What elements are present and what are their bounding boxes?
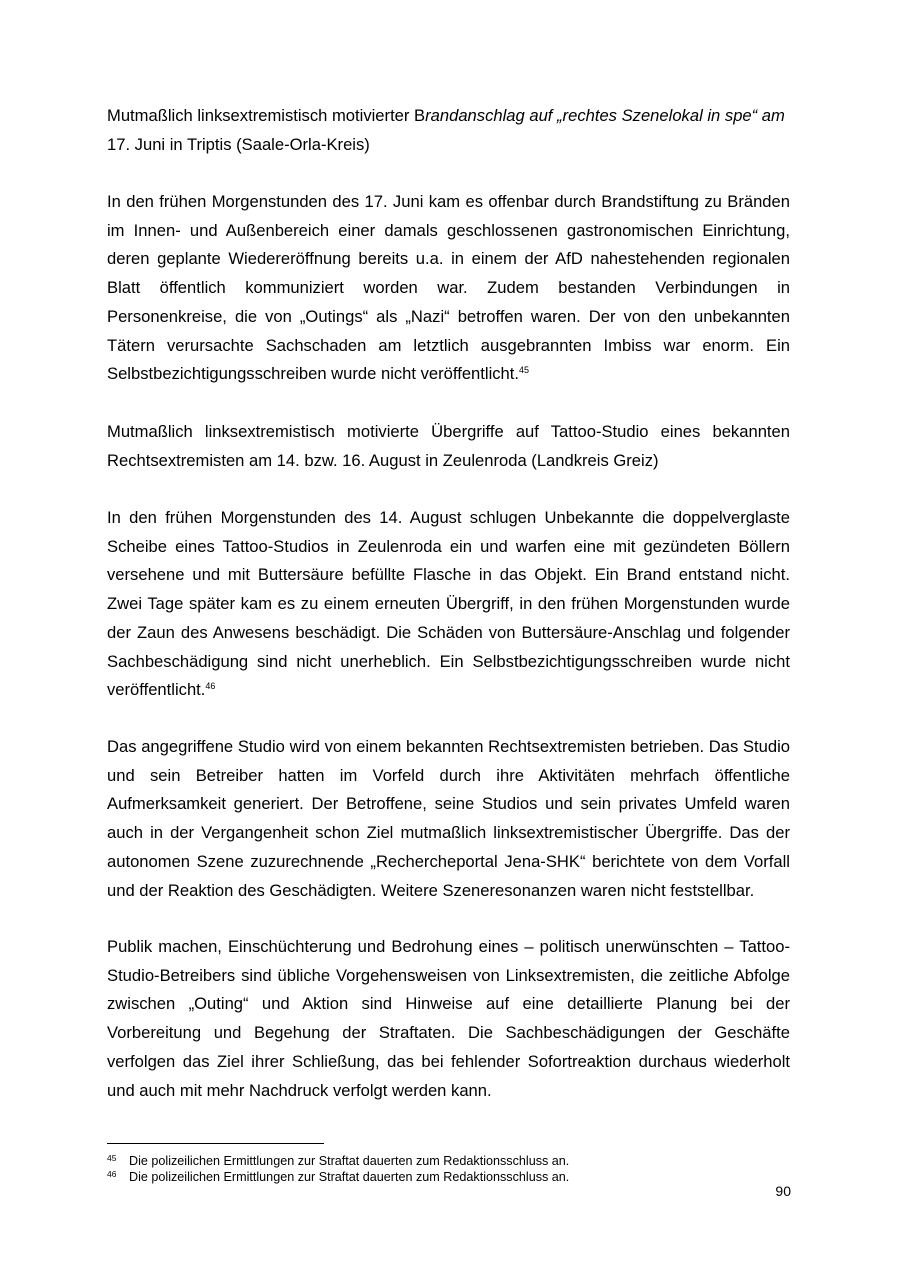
section-1-heading xyxy=(107,102,790,159)
section-1-body: In den frühen Morgenstunden des 17. Juni kam es offenbar durch Brandstiftung zu Bränden im Innen- und Außenbereich einer damals geschlossenen gastronomischen Einrichtung, deren geplante Wiedereröffnung bereits u.a. in einem der AfD nahestehenden regionalen Blatt öffentlich kommuniziert worden war. Zudem bestanden Verbindungen in Personenkreise, die von „Outings“ als „Nazi“ betroffen waren. Der von den unbekannten Tätern verursachte Sachschaden am letztlich ausgebrannten Imbiss war enorm. Ein Selbstbezichtigungsschreiben wurde nicht veröffentlicht. xyxy=(107,192,790,384)
footnote-ref-46: 46 xyxy=(205,681,216,692)
section-1-heading-start: Mutmaßlich linksextremistisch motivierter B xyxy=(107,106,426,125)
section-2-body: In den frühen Morgenstunden des 14. August schlugen Unbekannte die doppelverglaste Scheibe eines Tattoo-Studios in Zeulenroda ein und warfen eine mit gezündeten Böllern versehene und mit Buttersäure befüllte Flasche in das Objekt. Ein Brand entstand nicht. Zwei Tage später kam es zu einem erneuten Übergriff, in den frühen Morgenstunden wurde der Zaun des Anwesens beschädigt. Die Schäden von Buttersäure-Anschlag und folgender Sachbeschädigung sind nicht unerheblich. Ein Selbstbezichtigungsschreiben wurde nicht veröffentlicht. xyxy=(107,508,790,700)
page-number: 90 xyxy=(775,1183,791,1199)
footnote-text: Die polizeilichen Ermittlungen zur Straftat dauerten zum Redaktionsschluss an. xyxy=(129,1154,570,1168)
footnote-ref-45: 45 xyxy=(519,365,530,376)
section-2-paragraph-2: Das angegriffene Studio wird von einem bekannten Rechtsextremisten betrieben. Das Studio und sein Betreiber hatten im Vorfeld durch ihre Aktivitäten mehrfach öffentliche Aufmerksamkeit generiert. Der Betroffene, seine Studios und sein privates Umfeld waren auch in der Vergangenheit schon Ziel mutmaßlich linksextremistischer Übergriffe. Das der autonomen Szene zuzurechnende „Rechercheportal Jena-SHK“ berichtete von dem Vorfall und der Reaktion des Geschädigten. Weitere Szeneresonanzen waren nicht feststellbar. xyxy=(107,737,790,900)
footnote-46 xyxy=(107,1167,797,1185)
section-1-heading-end: 17. Juni in Triptis (Saale-Orla-Kreis) xyxy=(107,134,370,154)
section-2-paragraph-3: Publik machen, Einschüchterung und Bedrohung eines – politisch unerwünschten – Tattoo-Studio-Betreibers sind übliche Vorgehensweisen von Linksextremisten, die zeitliche Abfolge zwischen „Outing“ und Aktion sind Hinweise auf eine detaillierte Planung bei der Vorbereitung und Begehung der Straftaten. Die Sachbeschädigungen der Geschäfte verfolgen das Ziel ihrer Schließung, das bei fehlender Sofortreaktion durchaus wiederholt und auch mit mehr Nachdruck verfolgt werden kann. xyxy=(107,937,790,1100)
footnote-number: 46 xyxy=(107,1169,117,1179)
section-2-heading: Mutmaßlich linksextremistisch motivierte Übergriffe auf Tattoo-Studio eines bekannten Rechtsextremisten am 14. bzw. 16. August in Zeulenroda (Landkreis Greiz) xyxy=(107,422,790,470)
section-1-paragraph xyxy=(107,188,790,389)
footnote-number: 45 xyxy=(107,1153,117,1163)
section-1-heading-italic: randanschlag auf „rechtes Szenelokal in spe“ am xyxy=(425,106,785,125)
section-2-paragraph-1 xyxy=(107,504,790,705)
footnote-text: Die polizeilichen Ermittlungen zur Straftat dauerten zum Redaktionsschluss an. xyxy=(129,1170,570,1184)
footnote-separator xyxy=(107,1143,324,1144)
